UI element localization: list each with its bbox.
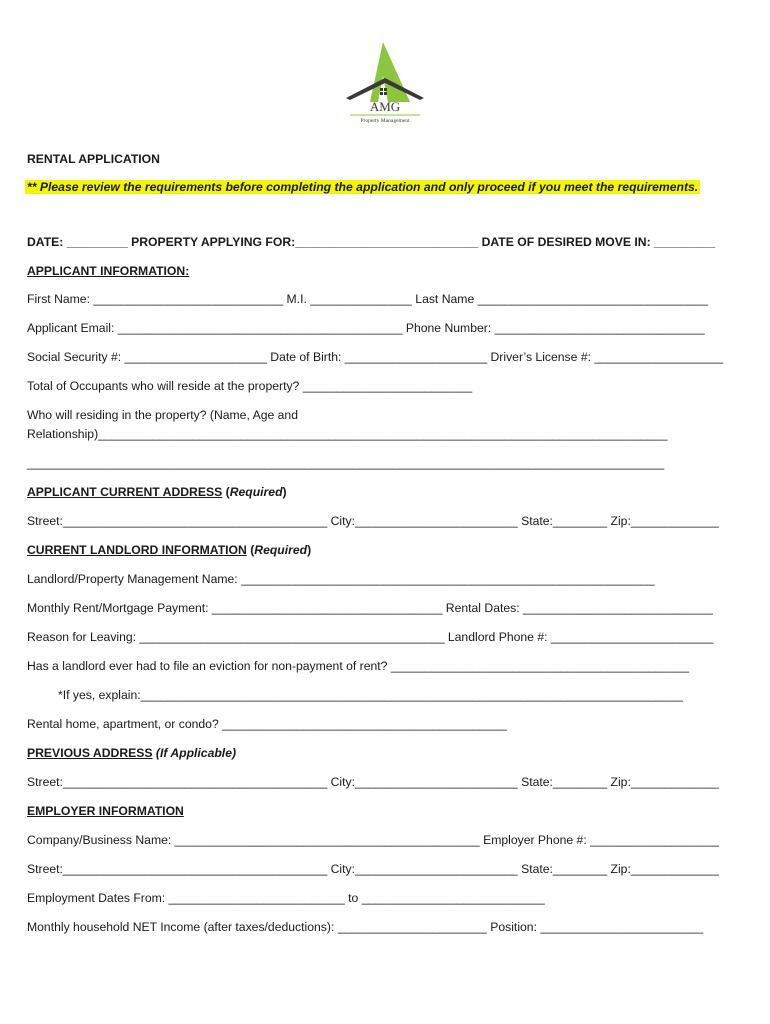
required-note: Required bbox=[229, 485, 283, 499]
residents-line-2[interactable]: Relationship)____________________________________________________________________________________ bbox=[27, 427, 668, 441]
employer-street-line[interactable]: Street:_______________________________________ City:________________________ State:________ Zip:_____________ bbox=[27, 862, 719, 876]
amg-logo bbox=[340, 40, 430, 128]
current-address-label: APPLICANT CURRENT ADDRESS bbox=[27, 485, 223, 499]
date-property-movein-line[interactable]: DATE: _________ PROPERTY APPLYING FOR:___________________________ DATE OF DESIRED MOVE IN: _________ bbox=[27, 235, 716, 249]
previous-address-heading bbox=[27, 746, 236, 761]
applicant-info-heading: APPLICANT INFORMATION: bbox=[27, 264, 190, 278]
logo-a-shape bbox=[370, 42, 410, 102]
if-applicable-note: (If Applicable) bbox=[155, 746, 237, 760]
eviction-question-line[interactable]: Has a landlord ever had to file an eviction for non-payment of rent? ____________________________________________ bbox=[27, 659, 690, 673]
eviction-explain-line[interactable]: *If yes, explain:________________________________________________________________________________ bbox=[58, 688, 683, 702]
logo-sub-text: Property Management bbox=[360, 118, 410, 124]
current-street-line[interactable]: Street:_______________________________________ City:________________________ State:________ Zip:_____________ bbox=[27, 514, 719, 528]
logo-brand-text: AMG bbox=[369, 99, 401, 114]
requirements-notice: ** Please review the requirements before completing the application and only proceed if you meet the requirements. bbox=[27, 180, 699, 194]
name-fields-line[interactable]: First Name: ____________________________ M.I. _______________ Last Name __________________________________ bbox=[27, 292, 709, 306]
employment-dates-line[interactable]: Employment Dates From: __________________________ to ___________________________ bbox=[27, 891, 545, 905]
previous-street-line[interactable]: Street:_______________________________________ City:________________________ State:________ Zip:_____________ bbox=[27, 775, 719, 789]
email-phone-line[interactable]: Applicant Email: __________________________________________ Phone Number: _______________________________ bbox=[27, 321, 705, 335]
required-note: Required bbox=[254, 543, 308, 557]
current-address-heading: APPLICANT CURRENT ADDRESS (Required) bbox=[27, 485, 287, 499]
landlord-heading: CURRENT LANDLORD INFORMATION (Required) bbox=[27, 543, 312, 557]
residents-line-1: Who will residing in the property? (Name, Age and bbox=[27, 408, 298, 422]
employer-heading: EMPLOYER INFORMATION bbox=[27, 804, 184, 818]
occupants-line[interactable]: Total of Occupants who will reside at the property? _________________________ bbox=[27, 379, 473, 393]
ssn-dob-license-line[interactable]: Social Security #: _____________________ Date of Birth: _____________________ Driver’s License #: ___________________ bbox=[27, 350, 724, 364]
income-position-line[interactable]: Monthly household NET Income (after taxes/deductions): ______________________ Position: ________________________ bbox=[27, 920, 704, 934]
residents-line-3[interactable]: ______________________________________________________________________________________________ bbox=[27, 456, 665, 470]
monthly-rent-line[interactable]: Monthly Rent/Mortgage Payment: __________________________________ Rental Dates: ____________________________ bbox=[27, 601, 713, 615]
landlord-name-line[interactable]: Landlord/Property Management Name: _____________________________________________________________ bbox=[27, 572, 655, 586]
previous-address-label: PREVIOUS ADDRESS bbox=[27, 746, 153, 760]
company-phone-line[interactable]: Company/Business Name: _____________________________________________ Employer Phone #: ___________________ bbox=[27, 833, 719, 847]
rental-type-line[interactable]: Rental home, apartment, or condo? __________________________________________ bbox=[27, 717, 507, 731]
landlord-label: CURRENT LANDLORD INFORMATION bbox=[27, 543, 247, 557]
page-title: RENTAL APPLICATION bbox=[27, 152, 160, 166]
reason-leaving-line[interactable]: Reason for Leaving: _____________________________________________ Landlord Phone #: ________________________ bbox=[27, 630, 714, 644]
